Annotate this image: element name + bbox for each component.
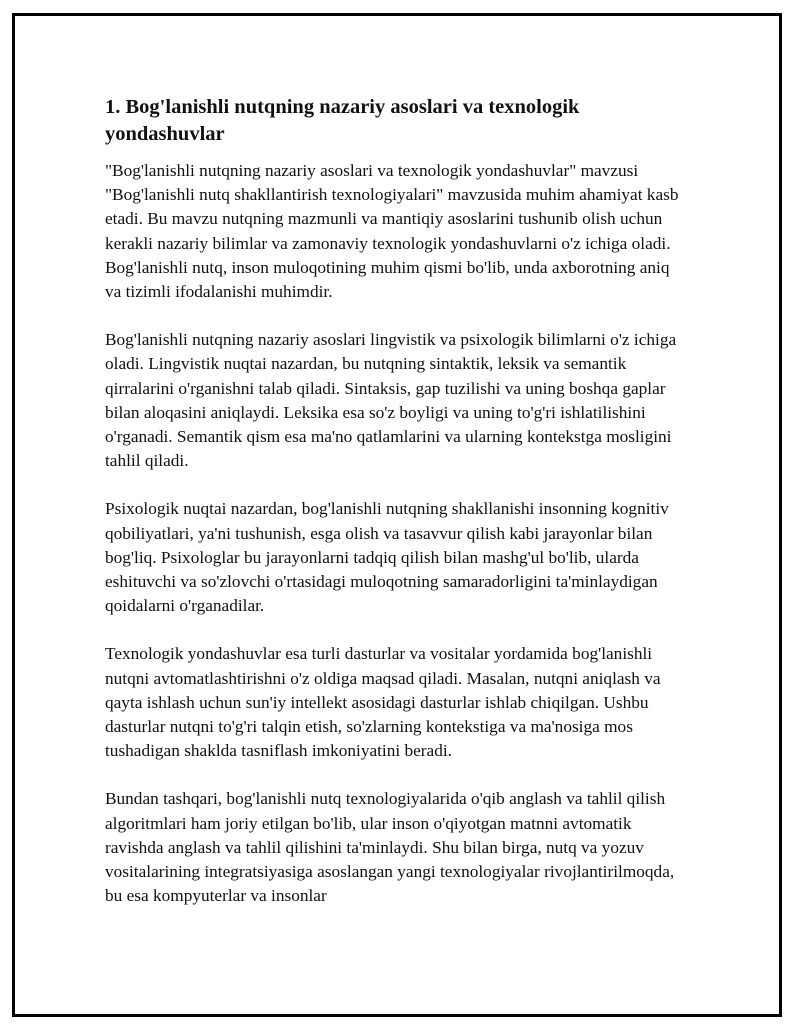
paragraph-1: "Bog'lanishli nutqning nazariy asoslari va texnologik yondashuvlar" mavzusi "Bog'lanishli nutq shakllantirish texnologiyalari" mavzusida muhim ahamiyat kasb etadi. Bu mavzu nutqning mazmunli va mantiqiy asoslarini tushunib olish uchun kerakli nazariy bilimlar va zamonaviy texnologik yondashuvlarni o'z ichiga oladi. Bog'lanishli nutq, inson muloqotining muhim qismi bo'lib, unda axborotning aniq va tizimli ifodalanishi muhimdir.: [105, 161, 679, 302]
paragraph-4: Texnologik yondashuvlar esa turli dasturlar va vositalar yordamida bog'lanishli nutqni avtomatlashtirishni o'z oldiga maqsad qiladi. Masalan, nutqni aniqlash va qayta ishlash uchun sun'iy intellekt asosidagi dasturlar ishlab chiqilgan. Ushbu dasturlar nutqni to'g'ri talqin etish, so'zlarning kontekstiga va ma'nosiga mos tushadigan shaklda tasniflash imkoniyatini beradi.: [105, 644, 661, 761]
paragraph-2: Bog'lanishli nutqning nazariy asoslari lingvistik va psixologik bilimlarni o'z ichiga oladi. Lingvistik nuqtai nazardan, bu nutqning sintaktik, leksik va semantik qirralarini o'rganishni talab qiladi. Sintaksis, gap tuzilishi va uning boshqa gaplar bilan aloqasini aniqlaydi. Leksika esa so'z boyligi va uning to'g'ri ishlatilishini o'rganadi. Semantik qism esa ma'no qatlamlarini va ularning kontekstga mosligini tahlil qiladi.: [105, 330, 677, 471]
document-body: [105, 94, 685, 932]
section-heading: 1. Bog'lanishli nutqning nazariy asoslari va texnologik yondashuvlar: [105, 96, 580, 145]
paragraph-3: Psixologik nuqtai nazardan, bog'lanishli nutqning shakllanishi insonning kognitiv qobiliyatlari, ya'ni tushunish, esga olish va tasavvur qilish kabi jarayonlar bilan bog'liq. Psixologlar bu jarayonlarni tadqiq qilish bilan mashg'ul bo'lib, ularda eshituvchi va so'zlovchi o'rtasidagi muloqotning samaradorligini ta'minlaydigan qoidalarni o'rganadilar.: [105, 499, 669, 616]
paragraph-5: Bundan tashqari, bog'lanishli nutq texnologiyalarida o'qib anglash va tahlil qilish algoritmlari ham joriy etilgan bo'lib, ular inson o'qiyotgan matnni avtomatik ravishda anglash va tahlil qilishini ta'minlaydi. Shu bilan birga, nutq va yozuv vositalarining integratsiyasiga asoslangan yangi texnologiyalar rivojlantirilmoqda, bu esa kompyuterlar va insonlar: [105, 789, 675, 906]
